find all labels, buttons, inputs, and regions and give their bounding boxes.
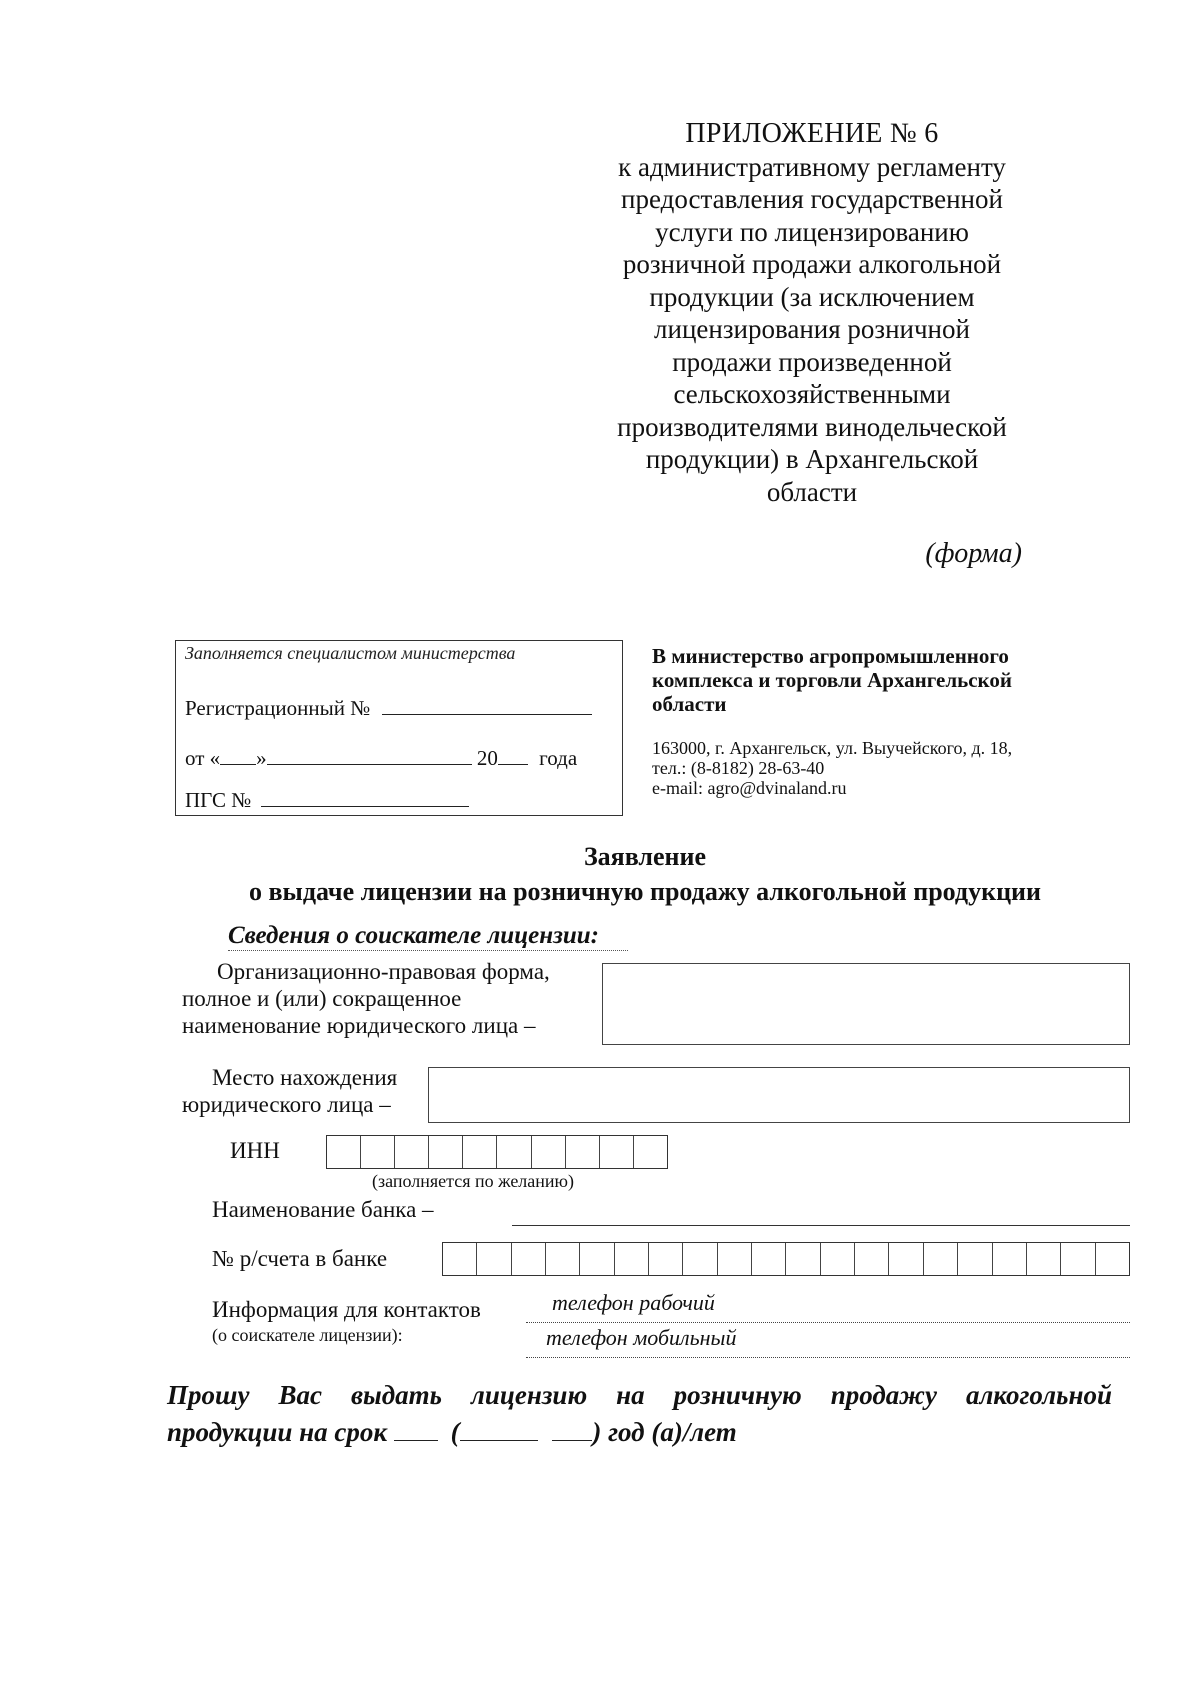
inn-cell[interactable]	[361, 1136, 395, 1168]
appendix-line: производителями винодельческой	[617, 411, 1007, 442]
month-field[interactable]	[267, 743, 472, 765]
request-word: лицензию	[471, 1380, 588, 1410]
term-words-field-2[interactable]	[552, 1413, 592, 1441]
inn-cell[interactable]	[327, 1136, 361, 1168]
location-label	[182, 1064, 397, 1118]
reg-number-field[interactable]	[382, 693, 592, 715]
account-cell[interactable]	[1096, 1243, 1129, 1275]
email-line: e-mail: agro@dvinaland.ru	[652, 778, 847, 798]
date-close-quote: »	[256, 746, 267, 770]
addressee-line: В министерство агропромышленного	[652, 644, 1009, 668]
inn-cell[interactable]	[463, 1136, 497, 1168]
addressee-contacts	[652, 738, 1112, 798]
appendix-line: области	[766, 476, 858, 507]
appendix-line: продукции) в Архангельской	[645, 444, 979, 474]
pgs-row	[185, 785, 469, 813]
account-cell[interactable]	[821, 1243, 855, 1275]
addressee-line: комплекса и торговли Архангельской	[652, 668, 1012, 692]
contacts-label: Информация для контактов	[212, 1297, 481, 1322]
appendix-title: ПРИЛОЖЕНИЕ № 6	[685, 118, 939, 149]
term-words-field[interactable]	[460, 1413, 538, 1441]
account-cell[interactable]	[443, 1243, 477, 1275]
reg-date-row	[185, 743, 577, 771]
account-cell[interactable]	[580, 1243, 614, 1275]
pgs-field[interactable]	[261, 785, 469, 807]
addressee	[652, 644, 1102, 716]
inn-cell[interactable]	[566, 1136, 600, 1168]
phone-work-hint: телефон рабочий	[552, 1290, 715, 1315]
term-open-paren: (	[450, 1417, 460, 1447]
appendix-line: услуги по лицензированию	[655, 216, 969, 247]
account-cell[interactable]	[683, 1243, 717, 1275]
account-cell[interactable]	[649, 1243, 683, 1275]
phone-mobile-field[interactable]	[526, 1357, 1130, 1358]
document-title: Заявление	[583, 842, 707, 871]
phone-mobile-hint: телефон мобильный	[546, 1325, 737, 1350]
form-mark: (форма)	[925, 538, 1022, 569]
appendix-line: предоставления государственной	[621, 184, 1003, 214]
account-cell[interactable]	[752, 1243, 786, 1275]
org-name-field[interactable]	[602, 963, 1130, 1045]
account-cell[interactable]	[512, 1243, 546, 1275]
appendix-line: к административному регламенту	[618, 151, 1006, 182]
org-name-label-line: наименование юридического лица –	[182, 1013, 536, 1038]
account-label: № р/счета в банке	[212, 1246, 388, 1271]
bank-field[interactable]	[512, 1225, 1130, 1226]
request-word: розничную	[673, 1380, 802, 1410]
term-number-field[interactable]	[394, 1413, 438, 1441]
org-name-label-line: полное и (или) сокращенное	[182, 986, 462, 1011]
location-label-line: Место нахождения	[212, 1065, 398, 1090]
registration-caption: Заполняется специалистом министерства	[185, 643, 516, 663]
inn-note: (заполняется по желанию)	[372, 1171, 574, 1191]
phone-work-field[interactable]	[526, 1322, 1130, 1323]
account-cell[interactable]	[1061, 1243, 1095, 1275]
location-label-line: юридического лица –	[182, 1092, 391, 1117]
inn-cells[interactable]	[326, 1135, 668, 1169]
account-cell[interactable]	[958, 1243, 992, 1275]
inn-cell[interactable]	[532, 1136, 566, 1168]
request-word: алкогольной	[965, 1380, 1112, 1410]
org-name-label	[182, 958, 550, 1039]
inn-cell[interactable]	[634, 1136, 667, 1168]
request-word: выдать	[350, 1380, 443, 1410]
inn-cell[interactable]	[429, 1136, 463, 1168]
request-term-prefix: продукции на срок	[167, 1417, 388, 1447]
request-word: продажу	[830, 1380, 937, 1410]
bank-label: Наименование банка –	[212, 1197, 434, 1222]
reg-number-label: Регистрационный №	[185, 696, 371, 720]
term-close-text: ) год (а)/лет	[592, 1417, 737, 1447]
inn-cell[interactable]	[395, 1136, 429, 1168]
account-cell[interactable]	[889, 1243, 923, 1275]
account-cell[interactable]	[993, 1243, 1027, 1275]
account-cell[interactable]	[615, 1243, 649, 1275]
contacts-note: (о соискателе лицензии):	[212, 1325, 403, 1345]
request-paragraph	[167, 1378, 1112, 1450]
org-name-label-line: Организационно-правовая форма,	[217, 959, 550, 984]
account-cell[interactable]	[786, 1243, 820, 1275]
addressee-line: области	[652, 692, 727, 716]
date-open-quote: от «	[185, 746, 221, 770]
inn-cell[interactable]	[497, 1136, 531, 1168]
appendix-line: продукции (за исключением	[649, 281, 975, 312]
account-cell[interactable]	[718, 1243, 752, 1275]
account-cell[interactable]	[477, 1243, 511, 1275]
phone-line: тел.: (8-8182) 28-63-40	[652, 758, 825, 778]
location-field[interactable]	[428, 1067, 1130, 1123]
account-cell[interactable]	[924, 1243, 958, 1275]
year-field[interactable]	[498, 743, 528, 765]
reg-number-row	[185, 693, 592, 721]
appendix-header	[602, 118, 1022, 508]
account-cell[interactable]	[1027, 1243, 1061, 1275]
document-subtitle: о выдаче лицензии на розничную продажу алкогольной продукции	[248, 877, 1042, 906]
address-line: 163000, г. Архангельск, ул. Выучейского, д. 18,	[652, 738, 1013, 758]
request-word: Прошу	[167, 1380, 250, 1410]
section-divider	[228, 950, 628, 951]
appendix-line: продажи произведенной	[672, 346, 952, 377]
day-field[interactable]	[220, 743, 256, 765]
request-word: Вас	[278, 1380, 322, 1410]
year-prefix: 20	[476, 746, 498, 770]
pgs-label: ПГС №	[185, 788, 252, 812]
inn-cell[interactable]	[600, 1136, 634, 1168]
year-suffix: года	[539, 746, 578, 770]
registration-box	[175, 640, 623, 816]
request-line-2	[167, 1413, 1112, 1450]
request-line-1	[167, 1378, 1112, 1413]
inn-label: ИНН	[230, 1138, 280, 1163]
request-word: на	[616, 1380, 645, 1410]
appendix-line: розничной продажи алкогольной	[622, 249, 1002, 279]
appendix-line: сельскохозяйственными	[673, 379, 951, 409]
appendix-line: лицензирования розничной	[654, 314, 970, 344]
account-cell[interactable]	[546, 1243, 580, 1275]
applicant-section-heading: Сведения о соискателе лицензии:	[228, 922, 599, 949]
account-cells[interactable]	[442, 1242, 1130, 1276]
account-cell[interactable]	[855, 1243, 889, 1275]
